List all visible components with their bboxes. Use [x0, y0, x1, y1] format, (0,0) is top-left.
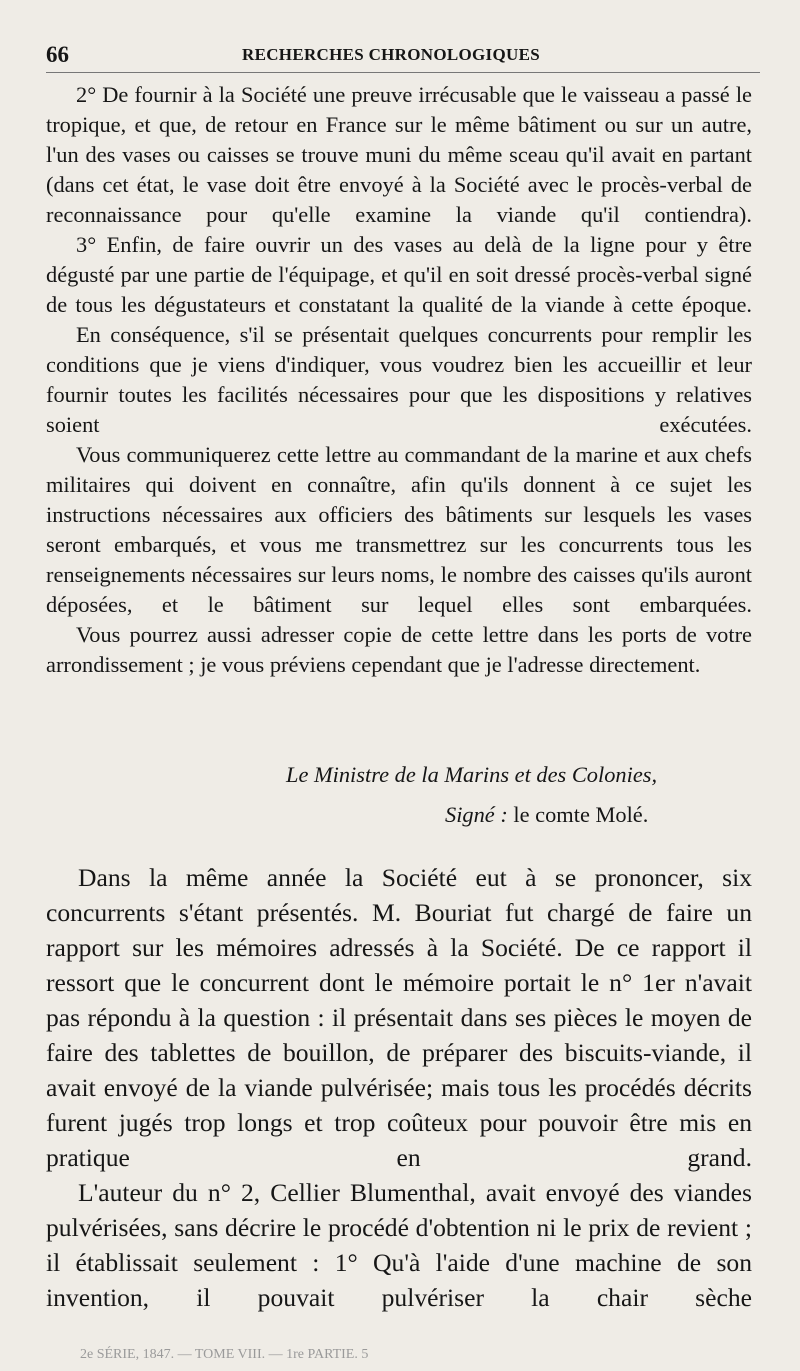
letter-paragraph-2: 3° Enfin, de faire ouvrir un des vases au delà de la ligne pour y être dégusté par une partie de l'équipage, et qu'il en soit dressé procès-verbal signé de tous les dégustateurs et constatant la qualité de la viande à cette époque. — [46, 232, 752, 317]
body-text — [46, 860, 752, 1315]
letter-text — [46, 80, 752, 680]
letter-paragraph-5: Vous pourrez aussi adresser copie de cette lettre dans les ports de votre arrondissement ; je vous préviens cependant que je l'adresse directement. — [46, 622, 752, 677]
signature-title: Le Ministre de la Marins et des Colonies, — [286, 762, 658, 787]
letter-paragraph-1: 2° De fournir à la Société une preuve irrécusable que le vaisseau a passé le tropique, et que, de retour en France sur le même bâtiment ou sur un autre, l'un des vases ou caisses se trouve muni du même sceau qu'il avait en partant (dans cet état, le vase doit être envoyé à la Société avec le procès-verbal de reconnaissance pour qu'elle examine la viande qu'il contiendra). — [46, 82, 752, 227]
header-rule — [46, 72, 760, 73]
page-number: 66 — [46, 42, 69, 67]
body-paragraph-1: Dans la même année la Société eut à se prononcer, six concurrents s'étant présentés. M. Bouriat fut chargé de faire un rapport sur les mémoires adressés à la Société. De ce rapport il ressort que le concurrent dont le mémoire portait le n° 1er n'avait pas répondu à la question : il présentait dans ses pièces le moyen de faire des tablettes de bouillon, de préparer des biscuits-viande, il avait envoyé de la viande pulvérisée; mais tous les procédés décrits furent jugés trop longs et trop coûteux pour pouvoir être mis en pratique en grand. — [46, 863, 752, 1172]
letter-paragraph-3: En conséquence, s'il se présentait quelques concurrents pour remplir les conditions que je viens d'indiquer, vous voudrez bien les accueillir et leur fournir toutes les facilités nécessaires pour que les dispositions y relatives soient exécutées. — [46, 322, 752, 437]
letter-paragraph-4: Vous communiquerez cette lettre au commandant de la marine et aux chefs militaires qui doivent en connaître, afin qu'ils donnent à ce sujet les instructions nécessaires aux officiers des bâtiments sur lesquels les vases seront embarqués, et vous me transmettrez sur les concurrents tous les renseignements nécessaires sur leurs noms, le nombre des caisses qu'ils auront déposées, et le bâtiment sur lequel elles sont embarquées. — [46, 442, 752, 617]
signe-label: Signé : — [445, 802, 508, 827]
body-paragraph-2: L'auteur du n° 2, Cellier Blumenthal, avait envoyé des viandes pulvérisées, sans décrire le procédé d'obtention ni le prix de revient ; il établissait seulement : 1° Qu'à l'aide d'une machine de son invention, il pouvait pulvériser la chair sèche — [46, 1178, 752, 1312]
signer-name: le comte Molé. — [513, 802, 649, 827]
page-header — [46, 42, 760, 74]
page-footer: 2e SÉRIE, 1847. — TOME VIII. — 1re PARTIE. 5 — [80, 1347, 369, 1362]
running-title: RECHERCHES CHRONOLOGIQUES — [242, 45, 540, 64]
signature-name — [445, 800, 648, 830]
